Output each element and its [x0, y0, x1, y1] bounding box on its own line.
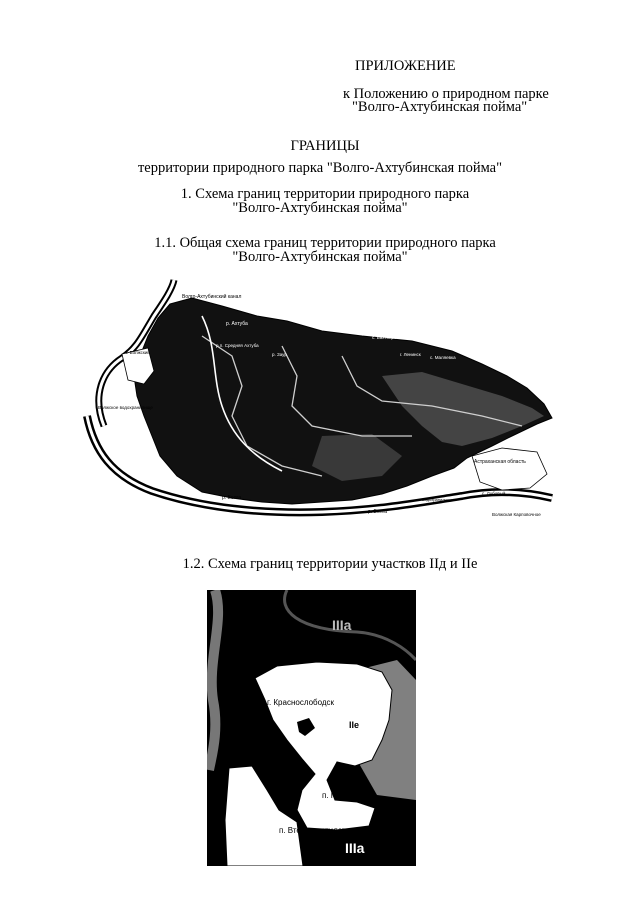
label-akhtuba: р. Ахтуба [226, 321, 248, 327]
label-astrakhan: Астраханская область [474, 459, 526, 465]
astrakhan-region-area [472, 448, 547, 490]
appendix-line-1: к Положению о природном парке [343, 86, 549, 102]
label-volga-2: р. Волга [368, 509, 387, 515]
label-pesochny: п. Песочный [322, 791, 369, 800]
label-zone-IIIa-bottom: IIIа [345, 840, 365, 856]
section-1-subtitle: "Волго-Ахтубинская пойма" [232, 200, 408, 216]
detail-map [207, 590, 416, 866]
section-1-2-title: 1.2. Схема границ территории участков IIд и IIе [182, 556, 478, 572]
label-srednyaya: р.п. Средняя Ахтуба [216, 343, 259, 348]
label-city: г. Краснослободск [267, 698, 335, 707]
appendix-line-2: "Волго-Ахтубинская пойма" [352, 99, 528, 115]
page-title: ГРАНИЦЫ [290, 138, 360, 154]
label-karpovka: Волжская Карповочное [492, 512, 541, 517]
label-dubovy: с. Дубовый [482, 491, 506, 496]
page-subtitle: территории природного парка "Волго-Ахтубинская пойма" [137, 160, 503, 176]
river-band-left [209, 590, 218, 770]
label-reservoir: Волжское водохранилище [98, 405, 153, 410]
detail-map-svg [207, 590, 416, 866]
label-bakhtiyarovka: с. Бахтияровка [372, 335, 404, 340]
label-volzhskiy: г. Волжский [126, 350, 150, 355]
label-vtoraya: п. Вторая пятилетка [279, 826, 354, 835]
label-zone-IIv: IIв [211, 849, 228, 865]
label-vodokhran: Водохранилище [422, 497, 453, 502]
park-overview-map-svg [82, 276, 562, 530]
label-volga-1: р. Волга [222, 495, 241, 501]
label-leninsk: г. Ленинск [400, 352, 421, 357]
label-tsarev: с. Царев [474, 356, 493, 361]
section-1-1-subtitle: "Волго-Ахтубинская пойма" [232, 249, 408, 265]
label-zone-IIIa-top: IIIа [332, 617, 352, 633]
section-1-1-title: 1.1. Общая схема границ территории природного парка [154, 235, 496, 251]
label-zaur: р. Заур [272, 352, 287, 357]
section-1-title: 1. Схема границ территории природного парка [180, 186, 470, 202]
label-zone-IIe: IIе [349, 720, 360, 730]
appendix-title: ПРИЛОЖЕНИЕ [355, 58, 456, 74]
park-overview-map [82, 276, 562, 530]
label-canal: Волго-Ахтубинский канал [182, 294, 242, 300]
label-maksimovka: с. Маляевка [430, 355, 456, 360]
zone-IIv-area [225, 766, 303, 866]
